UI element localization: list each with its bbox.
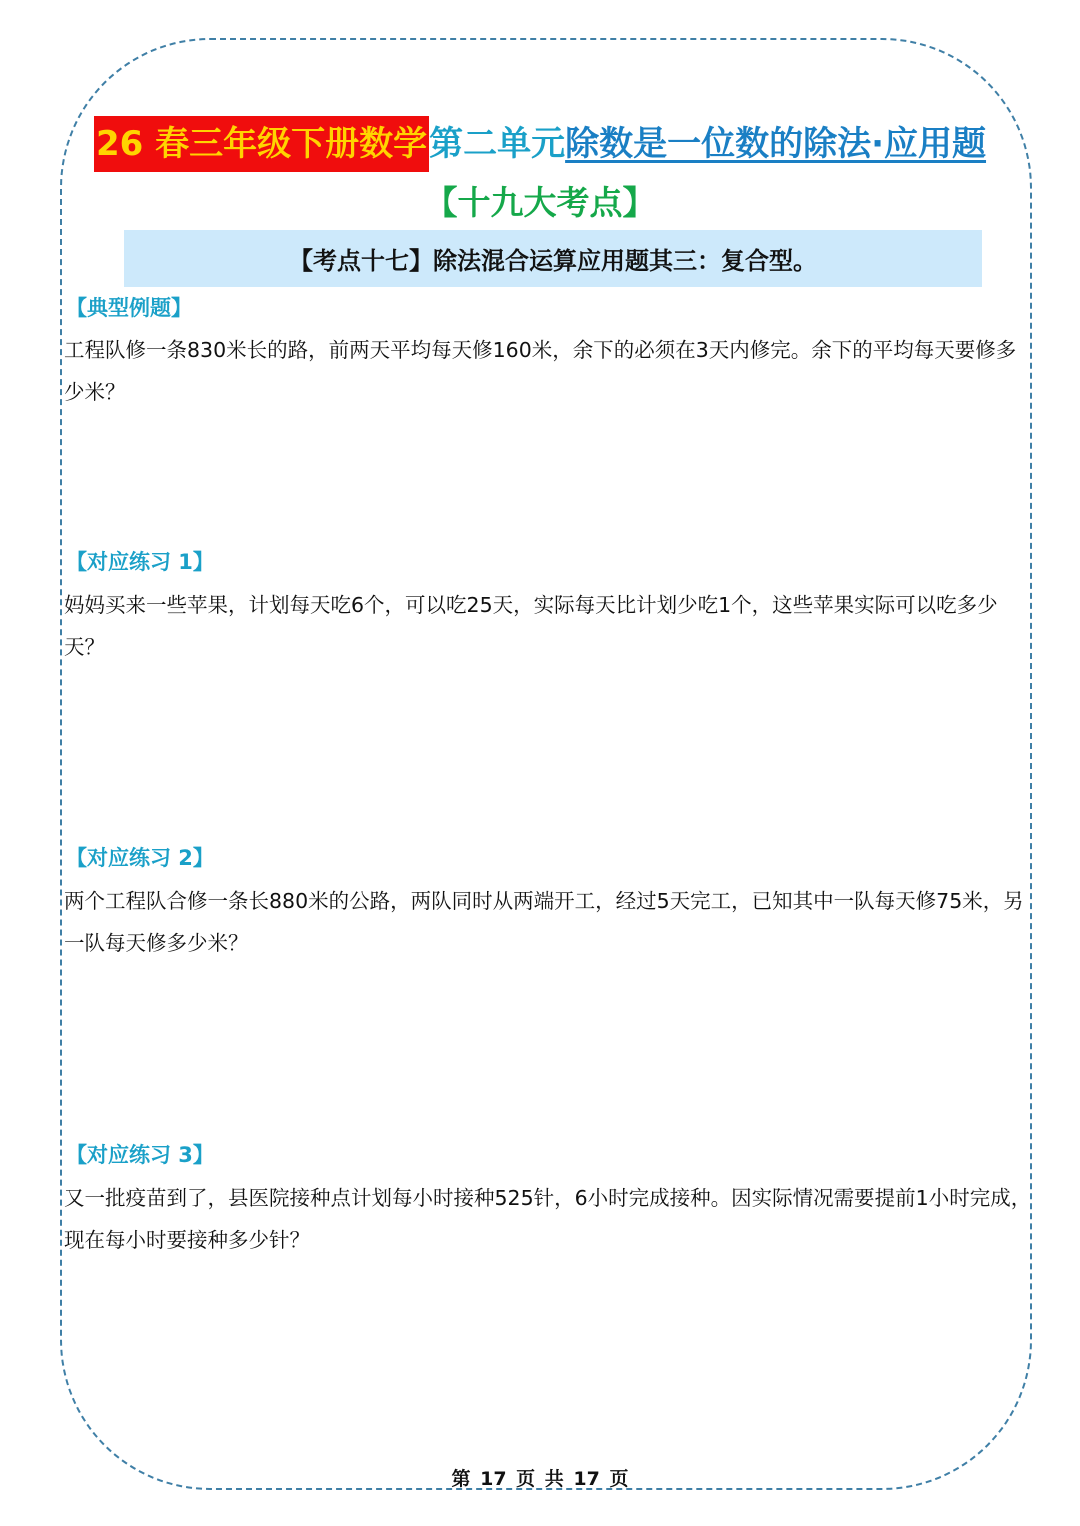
question-example: 工程队修一条830米长的路，前两天平均每天修160米，余下的必须在3天内修完。余下的平均每天要修多少米？ — [64, 338, 1017, 404]
question-practice-2: 两个工程队合修一条长880米的公路，两队同时从两端开工，经过5天完工，已知其中一队每天修75米，另一队每天修多少米？ — [64, 889, 1024, 955]
section-label-practice-2: 【对应练习 2】 — [66, 846, 214, 870]
title-highlight: 26 春三年级下册数学 — [94, 116, 429, 172]
page-number: 第 17 页 共 17 页 — [451, 1468, 629, 1490]
title-unit: 第二单元 — [429, 124, 566, 164]
section-label-practice-3: 【对应练习 3】 — [66, 1143, 214, 1167]
topic-banner — [124, 230, 982, 287]
page-title — [0, 116, 1080, 172]
title-topic: 除数是一位数的除法·应用题 — [565, 124, 987, 164]
section-label-example: 【典型例题】 — [66, 296, 192, 320]
question-practice-3: 又一批疫苗到了，县医院接种点计划每小时接种525针，6小时完成接种。因实际情况需要提前1小时完成，现在每小时要接种多少针？ — [64, 1186, 1032, 1252]
banner-text: 【考点十七】除法混合运算应用题其三：复合型。 — [289, 247, 817, 275]
section-label-practice-1: 【对应练习 1】 — [66, 550, 214, 574]
question-practice-1: 妈妈买来一些苹果，计划每天吃6个，可以吃25天，实际每天比计划少吃1个，这些苹果实际可以吃多少天？ — [64, 593, 998, 659]
subtitle: 【十九大考点】 — [424, 183, 656, 222]
